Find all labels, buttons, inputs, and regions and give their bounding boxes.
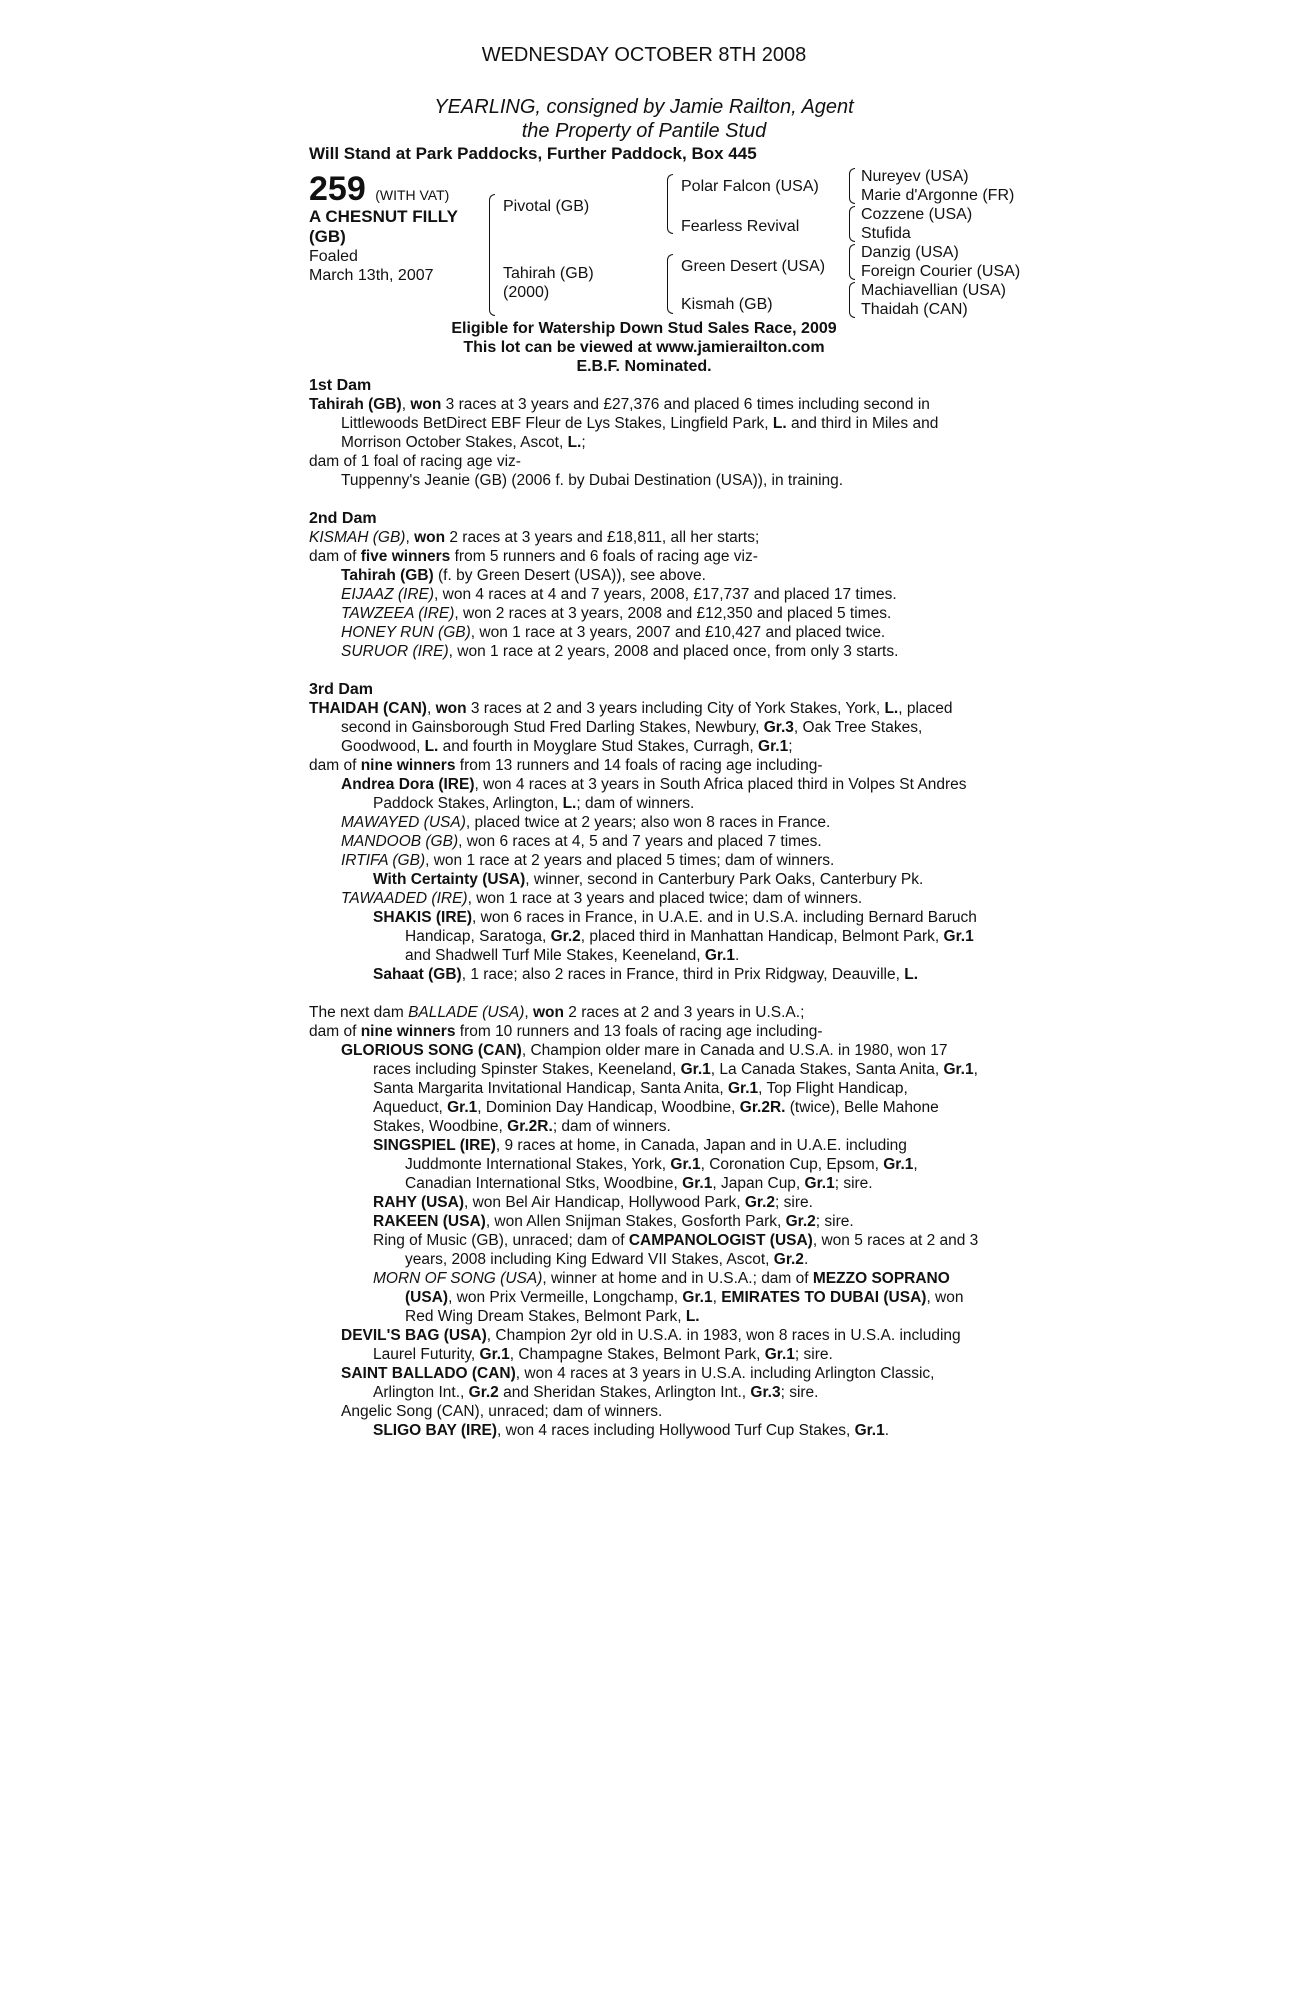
dam-line: THAIDAH (CAN), won 3 races at 2 and 3 years including City of York Stakes, York, L., placed second in Gainsborough Stud Fred Darling Stakes, Newbury, Gr.3, Oak Tree Stakes, Goodwood, L. and fourth in Moyglare Stud Stakes, Curragh, Gr.1; bbox=[309, 700, 953, 755]
eligibility-note: Eligible for Watership Down Stud Sales Race, 2009 bbox=[451, 320, 837, 337]
pedigree-sire-dam: Fearless Revival bbox=[681, 218, 800, 235]
ebf-note: E.B.F. Nominated. bbox=[576, 358, 712, 375]
brace-ggp-4 bbox=[849, 282, 855, 318]
produce-line: GLORIOUS SONG (CAN), Champion older mare in Canada and U.S.A. in 1980, won 17 races including Spinster Stakes, Keeneland, Gr.1, La Canada Stakes, Santa Anita, Gr.1, Santa Margarita Invitational Handicap, Santa Anita, Gr.1, Top Flight Handicap, Aqueduct, Gr.1, Dominion Day Handicap, Woodbine, Gr.2R. (twice), Belle Mahone Stakes, Woodbine, Gr.2R.; dam of winners. bbox=[341, 1042, 978, 1135]
dam-line: dam of nine winners from 10 runners and 13 foals of racing age including- bbox=[309, 1023, 823, 1040]
dam-line: Tahirah (GB), won 3 races at 3 years and £27,376 and placed 6 times including second in Littlewoods BetDirect EBF Fleur de Lys Stakes, Lingfield Park, L. and third in Miles and Morrison October Stakes, Ascot, L.; bbox=[309, 396, 939, 451]
dam-line: dam of five winners from 5 runners and 6 foals of racing age viz- bbox=[309, 548, 758, 565]
viewing-note: This lot can be viewed at www.jamierailton.com bbox=[463, 339, 825, 356]
pedigree-dam-dam: Kismah (GB) bbox=[681, 296, 773, 313]
brace-sire-dam bbox=[489, 194, 495, 316]
produce-line: RAHY (USA), won Bel Air Handicap, Hollywood Park, Gr.2; sire. bbox=[373, 1194, 813, 1211]
produce-line: MAWAYED (USA), placed twice at 2 years; also won 8 races in France. bbox=[341, 814, 831, 831]
property-heading: the Property of Pantile Stud bbox=[521, 120, 767, 142]
pedigree-sire: Pivotal (GB) bbox=[503, 198, 590, 215]
brace-ggp-1 bbox=[849, 168, 855, 204]
produce-line: HONEY RUN (GB), won 1 race at 3 years, 2007 and £10,427 and placed twice. bbox=[341, 624, 886, 641]
produce-line: Sahaat (GB), 1 race; also 2 races in France, third in Prix Ridgway, Deauville, L. bbox=[373, 966, 919, 983]
pedigree-ggp: Foreign Courier (USA) bbox=[861, 263, 1021, 280]
produce-line: TAWAADED (IRE), won 1 race at 3 years and placed twice; dam of winners. bbox=[341, 890, 863, 907]
dam-line: dam of nine winners from 13 runners and 14 foals of racing age including- bbox=[309, 757, 823, 774]
family-notes bbox=[309, 376, 979, 1440]
vat-label: (WITH VAT) bbox=[375, 187, 450, 203]
brace-ggp-3 bbox=[849, 244, 855, 280]
dam-line: KISMAH (GB), won 2 races at 3 years and £18,811, all her starts; bbox=[309, 529, 760, 546]
pedigree-ggp: Cozzene (USA) bbox=[861, 206, 973, 223]
pedigree-ggp: Danzig (USA) bbox=[861, 244, 959, 261]
second-dam-heading: 2nd Dam bbox=[309, 510, 377, 527]
consignment-heading: YEARLING, consigned by Jamie Railton, Agent bbox=[434, 96, 854, 118]
produce-line: Andrea Dora (IRE), won 4 races at 3 years in South Africa placed third in Volpes St Andres Paddock Stakes, Arlington, L.; dam of winners. bbox=[341, 776, 967, 812]
produce-line: With Certainty (USA), winner, second in Canterbury Park Oaks, Canterbury Pk. bbox=[373, 871, 924, 888]
pedigree-dam-year: (2000) bbox=[503, 284, 550, 301]
produce-line: Ring of Music (GB), unraced; dam of CAMPANOLOGIST (USA), won 5 races at 2 and 3 years, 2008 including King Edward VII Stakes, Ascot, Gr.2. bbox=[373, 1232, 979, 1268]
produce-line: EIJAAZ (IRE), won 4 races at 4 and 7 years, 2008, £17,737 and placed 17 times. bbox=[341, 586, 897, 603]
pedigree-ggp: Machiavellian (USA) bbox=[861, 282, 1006, 299]
produce-line: TAWZEEA (IRE), won 2 races at 3 years, 2008 and £12,350 and placed 5 times. bbox=[341, 605, 892, 622]
spacer bbox=[309, 984, 979, 1003]
pedigree-sire-sire: Polar Falcon (USA) bbox=[681, 178, 819, 195]
pedigree-dam: Tahirah (GB) bbox=[503, 265, 594, 282]
brace-ggp-2 bbox=[849, 206, 855, 242]
brace-dam-line bbox=[667, 254, 673, 314]
produce-line: SINGSPIEL (IRE), 9 races at home, in Canada, Japan and in U.A.E. including Juddmonte International Stakes, York, Gr.1, Coronation Cup, Epsom, Gr.1, Canadian International Stks, Woodbine, Gr.1, Japan Cup, Gr.1; sire. bbox=[373, 1137, 918, 1192]
foaled-date: March 13th, 2007 bbox=[309, 267, 434, 284]
dam-line: dam of 1 foal of racing age viz- bbox=[309, 453, 521, 470]
produce-line: MORN OF SONG (USA), winner at home and in U.S.A.; dam of MEZZO SOPRANO (USA), won Prix Vermeille, Longchamp, Gr.1, EMIRATES TO DUBAI (USA), won Red Wing Dream Stakes, Belmont Park, L. bbox=[373, 1270, 964, 1325]
pedigree-ggp: Thaidah (CAN) bbox=[861, 301, 968, 318]
pedigree-ggp: Marie d'Argonne (FR) bbox=[861, 187, 1015, 204]
produce-line: MANDOOB (GB), won 6 races at 4, 5 and 7 years and placed 7 times. bbox=[341, 833, 822, 850]
pedigree-ggp: Nureyev (USA) bbox=[861, 168, 969, 185]
produce-line: Angelic Song (CAN), unraced; dam of winners. bbox=[341, 1403, 663, 1420]
third-dam-heading: 3rd Dam bbox=[309, 681, 374, 698]
produce-line: Tahirah (GB) (f. by Green Desert (USA)), see above. bbox=[341, 567, 706, 584]
first-dam-heading: 1st Dam bbox=[309, 377, 372, 394]
lot-description: A CHESNUT FILLY (GB) bbox=[309, 207, 458, 246]
produce-line: SAINT BALLADO (CAN), won 4 races at 3 years in U.S.A. including Arlington Classic, Arlington Int., Gr.2 and Sheridan Stakes, Arlington Int., Gr.3; sire. bbox=[341, 1365, 935, 1401]
lot-number: 259 (WITH VAT) bbox=[309, 170, 450, 208]
produce-line: RAKEEN (USA), won Allen Snijman Stakes, Gosforth Park, Gr.2; sire. bbox=[373, 1213, 854, 1230]
produce-line: SHAKIS (IRE), won 6 races in France, in U.A.E. and in U.S.A. including Bernard Baruch Handicap, Saratoga, Gr.2, placed third in Manhattan Handicap, Belmont Park, Gr.1 and Shadwell Turf Mile Stakes, Keeneland, Gr.1. bbox=[373, 909, 977, 964]
brace-sire-line bbox=[667, 174, 673, 234]
pedigree-dam-sire: Green Desert (USA) bbox=[681, 258, 826, 275]
produce-line: Tuppenny's Jeanie (GB) (2006 f. by Dubai Destination (USA)), in training. bbox=[341, 472, 844, 489]
produce-line: IRTIFA (GB), won 1 race at 2 years and placed 5 times; dam of winners. bbox=[341, 852, 835, 869]
stand-location: Will Stand at Park Paddocks, Further Paddock, Box 445 bbox=[309, 144, 757, 163]
sale-date: WEDNESDAY OCTOBER 8TH 2008 bbox=[481, 44, 807, 66]
produce-line: SURUOR (IRE), won 1 race at 2 years, 2008 and placed once, from only 3 starts. bbox=[341, 643, 899, 660]
dam-line: The next dam BALLADE (USA), won 2 races at 2 and 3 years in U.S.A.; bbox=[309, 1004, 805, 1021]
produce-line: SLIGO BAY (IRE), won 4 races including Hollywood Turf Cup Stakes, Gr.1. bbox=[373, 1422, 890, 1439]
produce-line: DEVIL'S BAG (USA), Champion 2yr old in U.S.A. in 1983, won 8 races in U.S.A. including Laurel Futurity, Gr.1, Champagne Stakes, Belmont Park, Gr.1; sire. bbox=[341, 1327, 961, 1363]
foaled-info bbox=[309, 247, 434, 285]
foaled-label: Foaled bbox=[309, 248, 358, 265]
pedigree-ggp: Stufida bbox=[861, 225, 911, 242]
